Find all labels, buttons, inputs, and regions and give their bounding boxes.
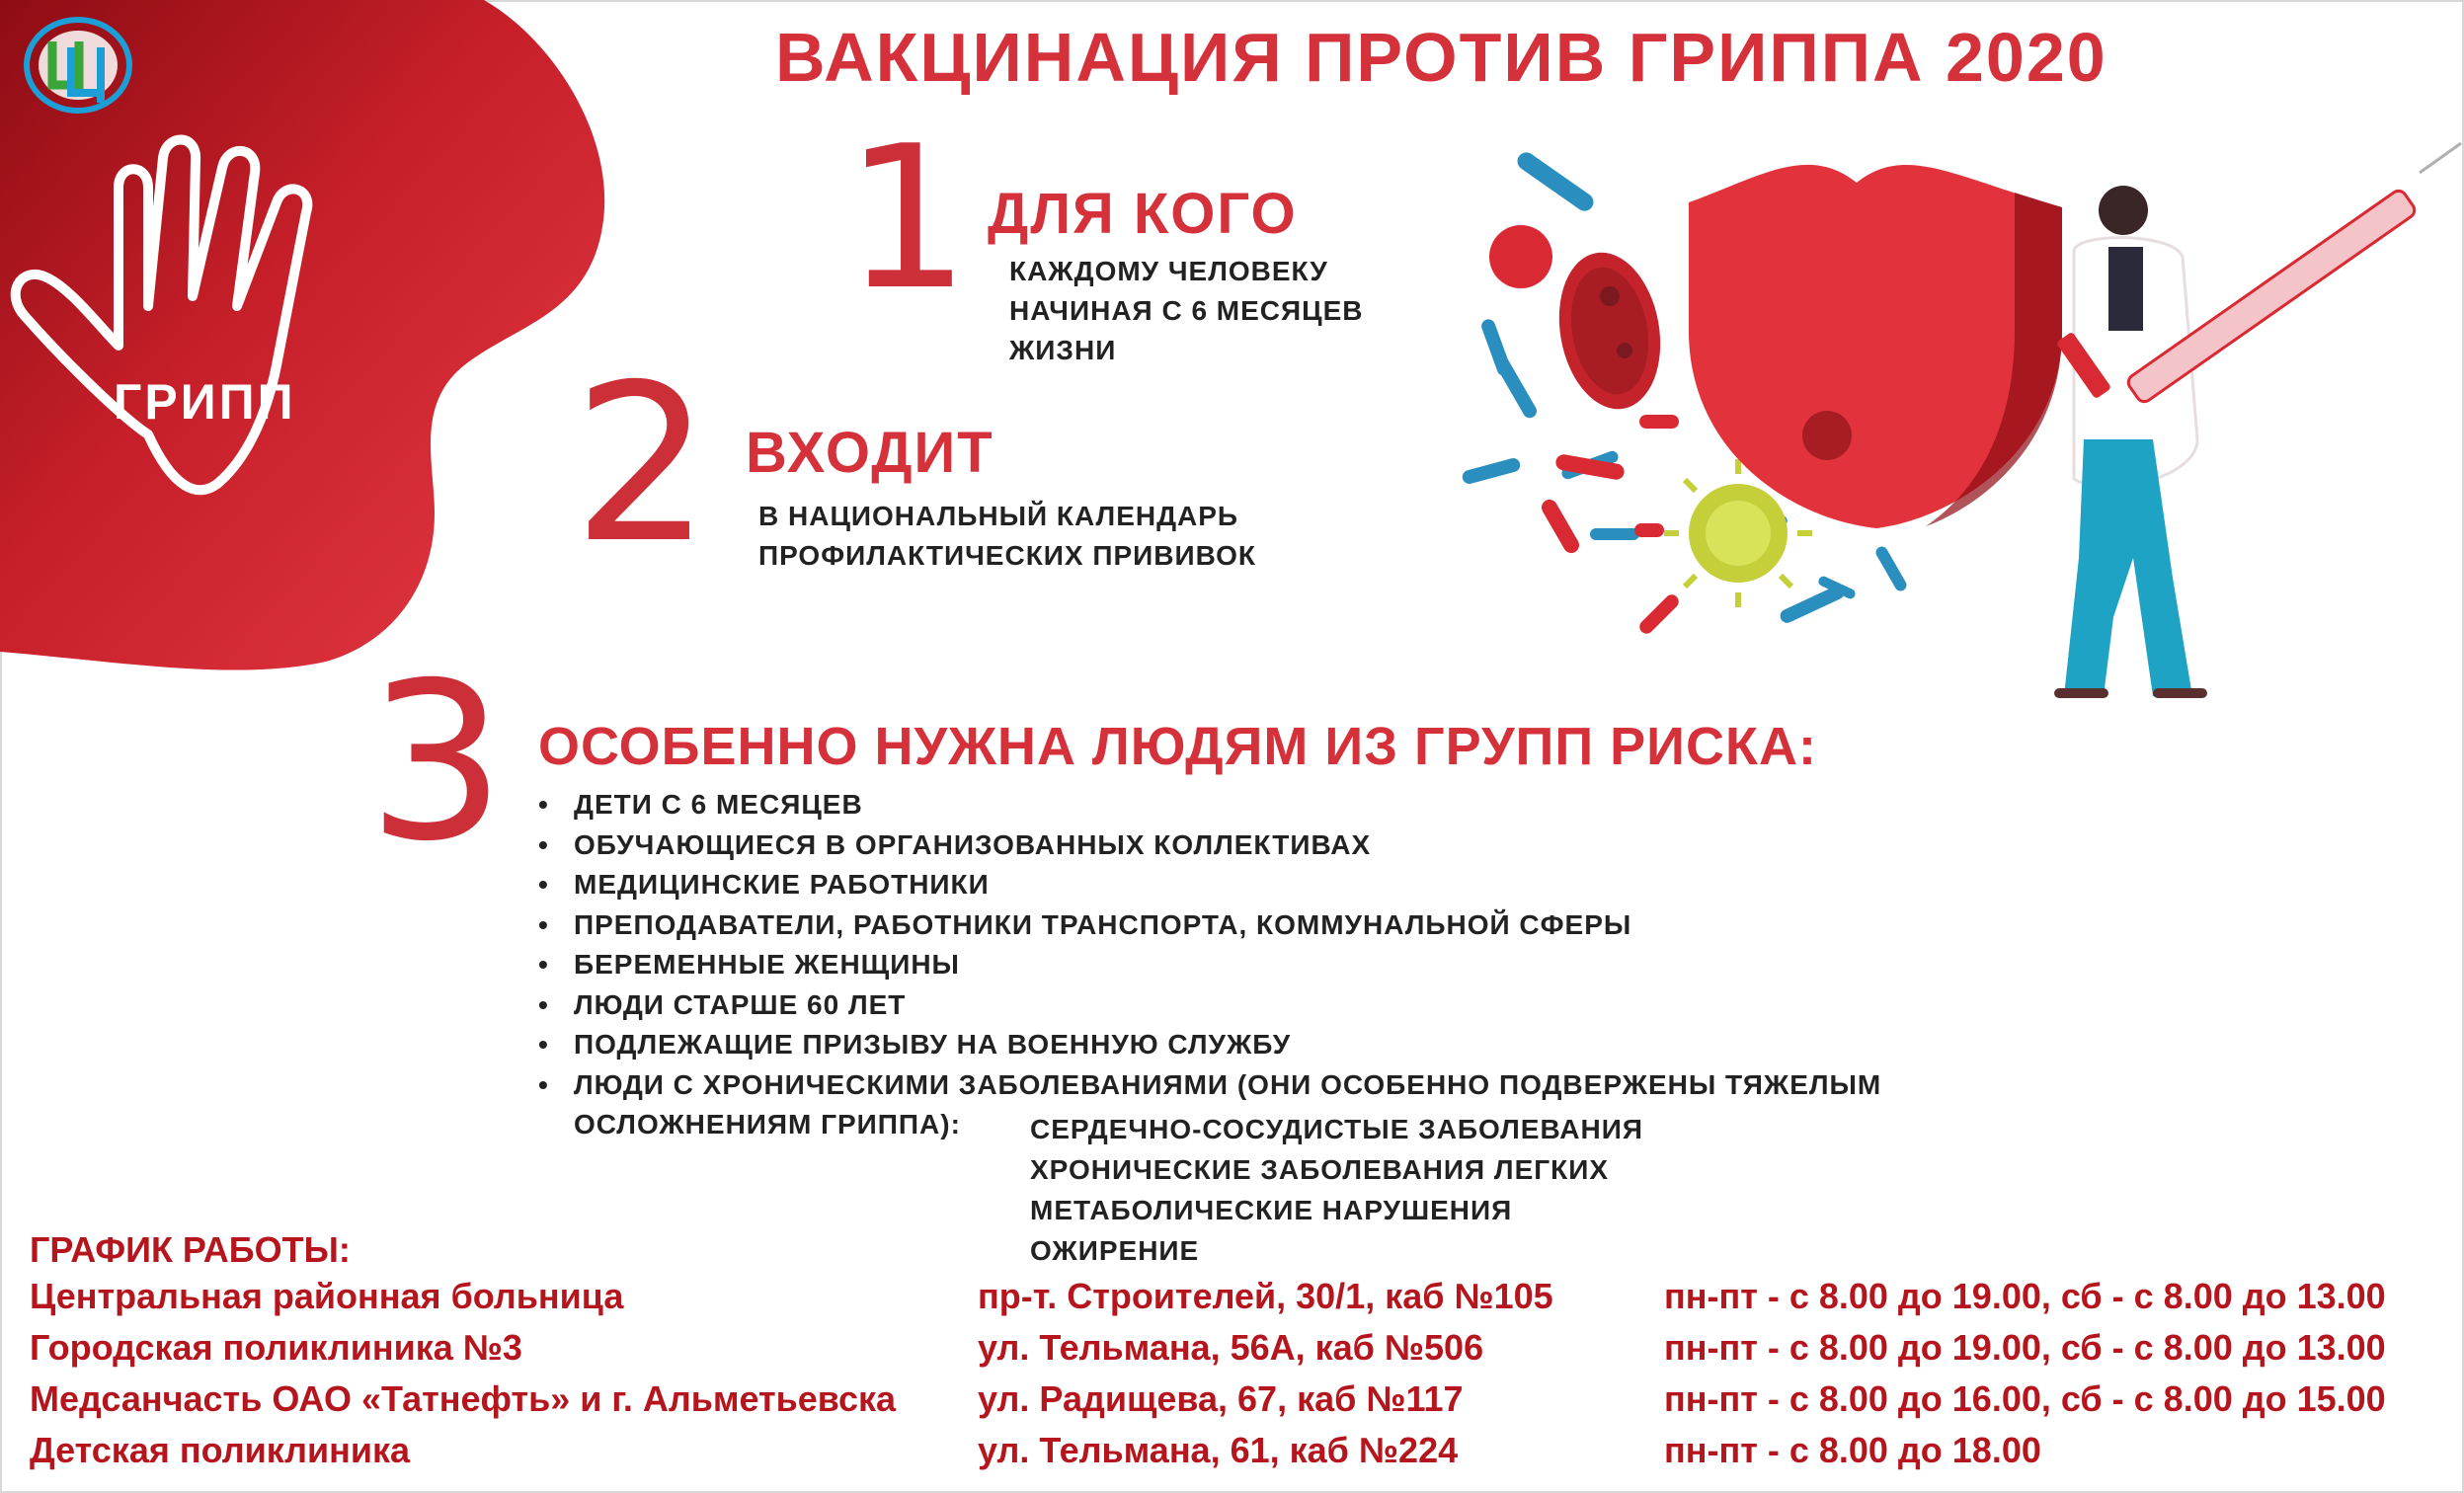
risk-group-item: • ПОДЛЕЖАЩИЕ ПРИЗЫВУ НА ВОЕННУЮ СЛУЖБУ	[538, 1025, 1881, 1065]
doctor-icon	[2054, 186, 2207, 698]
section-1-line: НАЧИНАЯ С 6 МЕСЯЦЕВ	[1009, 295, 1364, 326]
schedule-row	[30, 1276, 2439, 1327]
section-2-line: В НАЦИОНАЛЬНЫЙ КАЛЕНДАРЬ	[758, 501, 1239, 531]
schedule-table	[30, 1276, 2439, 1481]
schedule-place: Городская поликлиника №3	[30, 1327, 522, 1368]
section-1-line: КАЖДОМУ ЧЕЛОВЕКУ	[1009, 256, 1328, 286]
schedule-row	[30, 1378, 2439, 1430]
risk-group-item: • ЛЮДИ СТАРШЕ 60 ЛЕТ	[538, 985, 1881, 1026]
section-3-heading: ОСОБЕННО НУЖНА ЛЮДЯМ ИЗ ГРУПП РИСКА:	[538, 717, 1817, 776]
schedule-hours: пн-пт - с 8.00 до 19.00, сб - с 8.00 до 13.00	[1664, 1276, 2386, 1316]
risk-group-item: • ОБУЧАЮЩИЕСЯ В ОРГАНИЗОВАННЫХ КОЛЛЕКТИВАХ	[538, 825, 1881, 866]
section-1-text	[1009, 252, 1364, 370]
schedule-address: пр-т. Строителей, 30/1, каб №105	[978, 1276, 1553, 1316]
section-3-number: 3	[367, 636, 506, 889]
schedule-row	[30, 1327, 2439, 1378]
schedule-place: Детская поликлиника	[30, 1430, 411, 1470]
risk-group-list	[538, 785, 1881, 1145]
hand-label: ГРИПП	[114, 374, 296, 430]
schedule-place: Центральная районная больница	[30, 1276, 624, 1316]
risk-group-item: • ПРЕПОДАВАТЕЛИ, РАБОТНИКИ ТРАНСПОРТА, КОММУНАЛЬНОЙ СФЕРЫ	[538, 905, 1881, 946]
section-2-text	[758, 497, 1256, 576]
section-2-heading: ВХОДИТ	[746, 421, 994, 485]
schedule-row	[30, 1430, 2439, 1481]
schedule-address: ул. Тельмана, 61, каб №224	[978, 1430, 1459, 1470]
risk-group-item: • МЕДИЦИНСКИЕ РАБОТНИКИ	[538, 865, 1881, 905]
schedule-hours: пн-пт - с 8.00 до 19.00, сб - с 8.00 до 13.00	[1664, 1327, 2386, 1368]
stop-hand-icon	[0, 109, 395, 533]
risk-group-item: • ДЕТИ С 6 МЕСЯЦЕВ	[538, 785, 1881, 825]
section-1-number: 1	[844, 104, 971, 334]
chronic-disease-item: ОЖИРЕНИЕ	[1030, 1235, 1200, 1266]
schedule-address: ул. Радищева, 67, каб №117	[978, 1378, 1464, 1419]
chronic-disease-item: СЕРДЕЧНО-СОСУДИСТЫЕ ЗАБОЛЕВАНИЯ	[1030, 1114, 1643, 1144]
shield-icon	[1689, 165, 2062, 528]
page-title: ВАКЦИНАЦИЯ ПРОТИВ ГРИППА 2020	[775, 19, 2107, 96]
risk-group-item: • БЕРЕМЕННЫЕ ЖЕНЩИНЫ	[538, 945, 1881, 985]
schedule-hours: пн-пт - с 8.00 до 16.00, сб - с 8.00 до 15.00	[1664, 1378, 2386, 1419]
schedule-title: ГРАФИК РАБОТЫ:	[30, 1229, 351, 1270]
chronic-disease-item: МЕТАБОЛИЧЕСКИЕ НАРУШЕНИЯ	[1030, 1195, 1513, 1225]
section-1-line: ЖИЗНИ	[1009, 335, 1117, 365]
clinic-logo-icon	[20, 14, 136, 118]
schedule-hours: пн-пт - с 8.00 до 18.00	[1664, 1430, 2041, 1470]
schedule-address: ул. Тельмана, 56А, каб №506	[978, 1327, 1484, 1368]
chronic-disease-item: ХРОНИЧЕСКИЕ ЗАБОЛЕВАНИЯ ЛЕГКИХ	[1030, 1154, 1610, 1185]
vaccination-illustration	[1462, 84, 2464, 716]
chronic-disease-list	[1030, 1109, 1643, 1271]
section-2-number: 2	[573, 338, 711, 590]
section-2-line: ПРОФИЛАКТИЧЕСКИХ ПРИВИВОК	[758, 540, 1257, 571]
risk-group-item-continuation: ОСЛОЖНЕНИЯМ ГРИППА):	[574, 1109, 961, 1139]
risk-group-item: • ЛЮДИ С ХРОНИЧЕСКИМИ ЗАБОЛЕВАНИЯМИ (ОНИ ОСОБЕННО ПОДВЕРЖЕНЫ ТЯЖЕЛЫМ	[538, 1065, 1881, 1106]
section-1-heading: ДЛЯ КОГО	[988, 182, 1298, 246]
schedule-place: Медсанчасть ОАО «Татнефть» и г. Альметьевска	[30, 1378, 897, 1419]
